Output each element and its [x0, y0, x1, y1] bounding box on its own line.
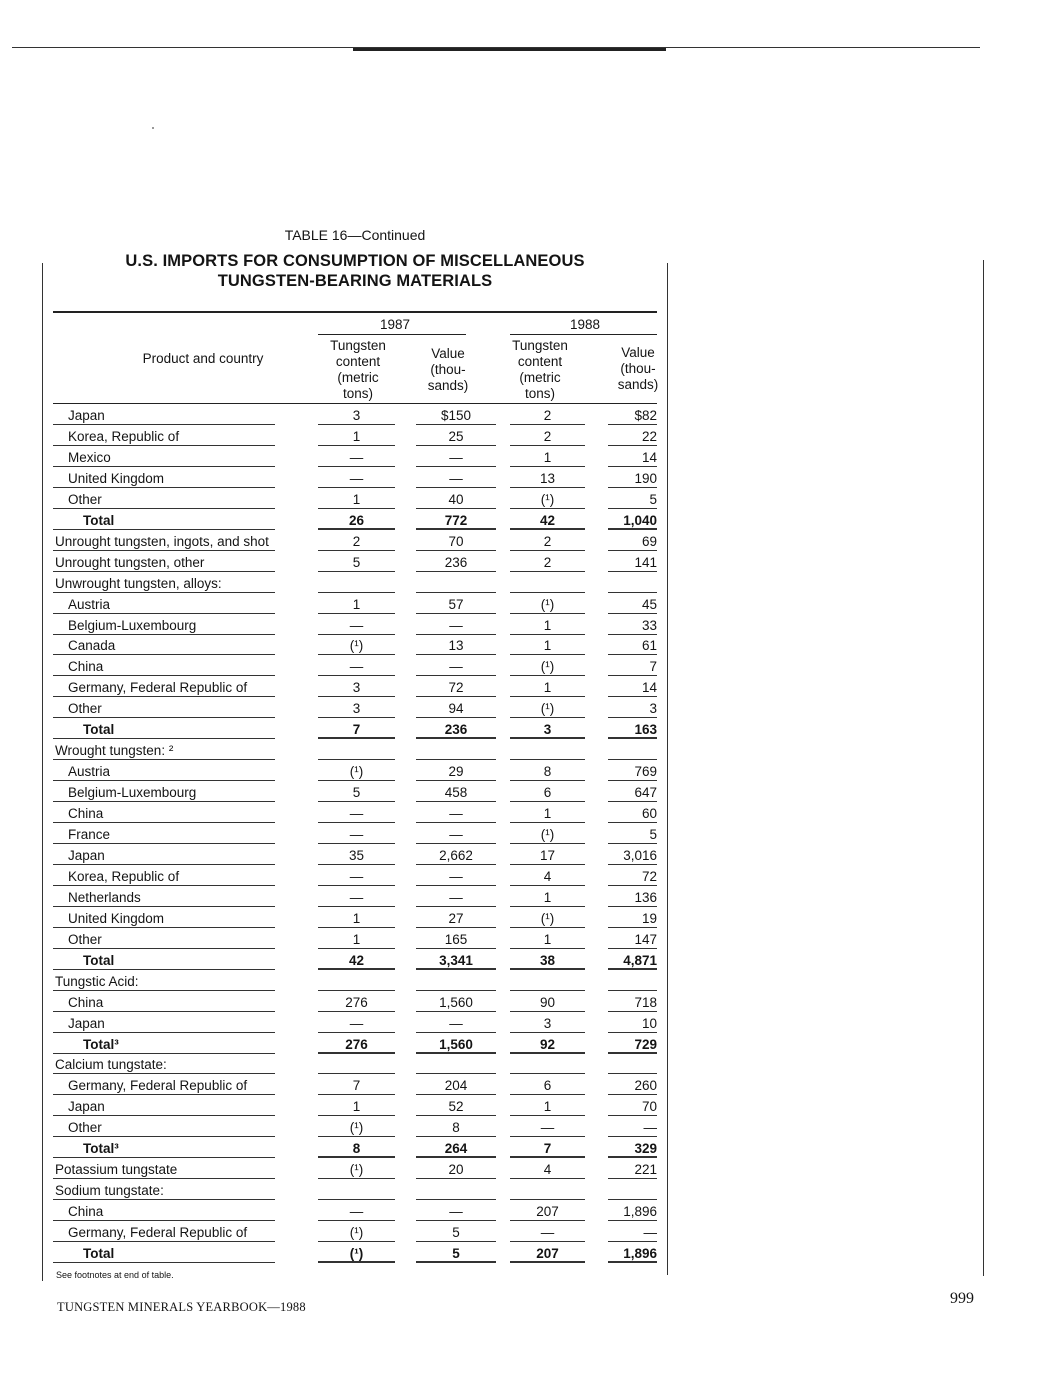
row-label: Potassium tungstate [55, 1162, 178, 1178]
cell-value-1987: 29 [416, 761, 496, 781]
cell-value-1988: 60 [608, 803, 657, 823]
cell-value-1988 [608, 1180, 657, 1200]
cell-value-1987: 2,662 [416, 845, 496, 865]
cell-value-1987: 772 [416, 510, 496, 530]
cell-tungsten-1987 [318, 740, 395, 760]
cell-value-1987 [416, 573, 496, 593]
cell-value-1988: — [608, 1222, 657, 1242]
cell-tungsten-1988: 4 [510, 1159, 585, 1179]
row-label: Other [68, 491, 102, 507]
cell-tungsten-1988: 17 [510, 845, 585, 865]
cell-tungsten-1987 [318, 1054, 395, 1074]
cell-tungsten-1987: 7 [318, 719, 395, 739]
cell-value-1988 [608, 971, 657, 991]
cell-tungsten-1987: 1 [318, 489, 395, 509]
table-row [53, 655, 659, 676]
cell-tungsten-1987: — [318, 1201, 395, 1221]
cell-value-1987: 13 [416, 635, 496, 655]
row-label: Austria [68, 596, 111, 612]
year-1988-rule [510, 334, 657, 335]
total-row [53, 509, 659, 530]
cell-value-1988: 3 [608, 698, 657, 718]
cell-value-1987: 20 [416, 1159, 496, 1179]
cell-tungsten-1988: (¹) [510, 594, 585, 614]
cell-tungsten-1987: (¹) [318, 761, 395, 781]
row-label: Japan [68, 1099, 105, 1115]
cell-value-1988: 14 [608, 447, 657, 467]
row-label: United Kingdom [68, 910, 165, 926]
table-row [53, 1200, 659, 1221]
total-row [53, 1242, 659, 1263]
footnote-reference: See footnotes at end of table. [56, 1270, 174, 1280]
cell-tungsten-1987: 7 [318, 1075, 395, 1095]
cell-tungsten-1988: 3 [510, 719, 585, 739]
table-row [53, 572, 659, 593]
table-row [53, 593, 659, 614]
cell-tungsten-1987: 5 [318, 552, 395, 572]
table-row [53, 1221, 659, 1242]
cell-tungsten-1988: 7 [510, 1138, 585, 1158]
table-row [53, 781, 659, 802]
cell-tungsten-1988: 1 [510, 803, 585, 823]
row-label: China [68, 806, 104, 822]
cell-value-1987 [416, 1054, 496, 1074]
cell-value-1987: 57 [416, 594, 496, 614]
cell-tungsten-1988: 1 [510, 1096, 585, 1116]
cell-value-1987 [416, 740, 496, 760]
cell-value-1987: — [416, 1201, 496, 1221]
cell-tungsten-1988: 4 [510, 866, 585, 886]
row-label: Unwrought tungsten, alloys: [55, 575, 222, 591]
cell-tungsten-1987: 276 [318, 992, 395, 1012]
cell-tungsten-1988: 3 [510, 1013, 585, 1033]
cell-value-1987: 27 [416, 908, 496, 928]
row-label: Mexico [68, 449, 111, 465]
cell-tungsten-1988: — [510, 1117, 585, 1137]
table-row [53, 425, 659, 446]
cell-tungsten-1987: 42 [318, 950, 395, 970]
cell-value-1987: 25 [416, 426, 496, 446]
table-row [53, 676, 659, 697]
header-tungsten-1988: Tungsten content (metric tons) [512, 338, 568, 401]
table-row [53, 823, 659, 844]
cell-value-1988: 1,896 [608, 1243, 657, 1263]
table-row [53, 970, 659, 991]
cell-tungsten-1987: (¹) [318, 1159, 395, 1179]
table-row [53, 886, 659, 907]
cell-value-1988: 329 [608, 1138, 657, 1158]
cell-tungsten-1988: 2 [510, 405, 585, 425]
cell-tungsten-1987: 1 [318, 426, 395, 446]
cell-tungsten-1988: 1 [510, 929, 585, 949]
cell-tungsten-1987: — [318, 447, 395, 467]
row-label: Unrought tungsten, other [55, 554, 205, 570]
row-label: Austria [68, 764, 111, 780]
cell-value-1987: 72 [416, 677, 496, 697]
cell-tungsten-1988: 90 [510, 992, 585, 1012]
cell-value-1987: 40 [416, 489, 496, 509]
cell-value-1987: 94 [416, 698, 496, 718]
cell-value-1987: 1,560 [416, 992, 496, 1012]
table-row [53, 928, 659, 949]
cell-value-1988: 45 [608, 594, 657, 614]
row-label: Japan [68, 408, 105, 423]
title-line-2: TUNGSTEN-BEARING MATERIALS [217, 272, 493, 290]
cell-value-1988: 19 [608, 908, 657, 928]
total-row [53, 1033, 659, 1054]
cell-value-1987: 236 [416, 719, 496, 739]
cell-value-1988: 70 [608, 1096, 657, 1116]
total-row [53, 1137, 659, 1158]
cell-value-1988: 4,871 [608, 950, 657, 970]
table-row [53, 1158, 659, 1179]
running-footer: TUNGSTEN MINERALS YEARBOOK—1988 [57, 1300, 306, 1314]
cell-tungsten-1988: 42 [510, 510, 585, 530]
row-label: Calcium tungstate: [55, 1057, 167, 1073]
cell-value-1987: — [416, 656, 496, 676]
cell-value-1987: — [416, 803, 496, 823]
cell-tungsten-1987: — [318, 866, 395, 886]
cell-tungsten-1987 [318, 971, 395, 991]
cell-tungsten-1987: 8 [318, 1138, 395, 1158]
cell-value-1987: — [416, 468, 496, 488]
cell-tungsten-1987: 35 [318, 845, 395, 865]
row-label: Total [83, 1246, 115, 1261]
cell-tungsten-1987: 3 [318, 698, 395, 718]
cell-tungsten-1988: (¹) [510, 656, 585, 676]
left-margin-line [42, 263, 43, 1281]
page-number: 999 [950, 1290, 974, 1307]
cell-tungsten-1987 [318, 573, 395, 593]
cell-value-1988: 33 [608, 615, 657, 635]
cell-tungsten-1988 [510, 740, 585, 760]
cell-tungsten-1987: 1 [318, 908, 395, 928]
header-value-1988: Value (thou- sands) [617, 345, 659, 392]
cell-value-1988: $82 [608, 405, 657, 425]
cell-tungsten-1988: 1 [510, 447, 585, 467]
table-row [53, 1074, 659, 1095]
row-label: Total³ [83, 1036, 119, 1052]
year-1987: 1987 [379, 317, 411, 332]
cell-tungsten-1988 [510, 573, 585, 593]
row-label: Canada [68, 638, 116, 654]
header-tungsten-1987: Tungsten content (metric tons) [330, 338, 386, 401]
cell-value-1987: — [416, 824, 496, 844]
cell-tungsten-1988: 8 [510, 761, 585, 781]
row-label: Belgium-Luxembourg [68, 785, 197, 801]
cell-value-1987: 70 [416, 531, 496, 551]
cell-value-1988: 647 [608, 782, 657, 802]
table-row [53, 802, 659, 823]
cell-tungsten-1988: 6 [510, 782, 585, 802]
table-top-rule [53, 311, 657, 313]
table-title [55, 251, 655, 291]
cell-tungsten-1987: 3 [318, 405, 395, 425]
cell-tungsten-1988: (¹) [510, 698, 585, 718]
cell-tungsten-1987: 276 [318, 1034, 395, 1054]
cell-value-1988: 5 [608, 489, 657, 509]
cell-tungsten-1987: 5 [318, 782, 395, 802]
cell-tungsten-1987: 26 [318, 510, 395, 530]
row-label: Netherlands [68, 889, 141, 905]
row-label: Other [68, 1120, 102, 1136]
table-row [53, 634, 659, 655]
cell-value-1987: 8 [416, 1117, 496, 1137]
cell-value-1987: — [416, 887, 496, 907]
cell-value-1988: 147 [608, 929, 657, 949]
cell-tungsten-1988: (¹) [510, 824, 585, 844]
cell-value-1987: 458 [416, 782, 496, 802]
table-row [53, 404, 659, 425]
cell-value-1988: 7 [608, 656, 657, 676]
cell-value-1988: 769 [608, 761, 657, 781]
cell-tungsten-1987: 1 [318, 1096, 395, 1116]
table-row [53, 907, 659, 928]
table-row [53, 739, 659, 760]
table-row [53, 991, 659, 1012]
table-row [53, 614, 659, 635]
row-label: Total [83, 952, 115, 968]
cell-value-1987: 264 [416, 1138, 496, 1158]
cell-value-1988: 260 [608, 1075, 657, 1095]
cell-tungsten-1987: — [318, 1013, 395, 1033]
cell-value-1988: 10 [608, 1013, 657, 1033]
cell-value-1988: 141 [608, 552, 657, 572]
year-1988: 1988 [569, 317, 601, 332]
cell-value-1987: 5 [416, 1222, 496, 1242]
table-row [53, 467, 659, 488]
cell-value-1988: 221 [608, 1159, 657, 1179]
row-label: Wrought tungsten: ² [55, 743, 174, 759]
cell-tungsten-1987: — [318, 468, 395, 488]
cell-tungsten-1988: 207 [510, 1243, 585, 1263]
table-row [53, 446, 659, 467]
cell-value-1987: 204 [416, 1075, 496, 1095]
cell-tungsten-1988: 1 [510, 615, 585, 635]
cell-tungsten-1987: — [318, 803, 395, 823]
cell-tungsten-1988 [510, 1054, 585, 1074]
title-line-1: U.S. IMPORTS FOR CONSUMPTION OF MISCELLANEOUS [125, 252, 585, 270]
cell-value-1987: — [416, 1013, 496, 1033]
cell-tungsten-1988: 2 [510, 531, 585, 551]
year-1987-rule [318, 334, 466, 335]
table-row [53, 530, 659, 551]
row-label: Germany, Federal Republic of [68, 1225, 248, 1241]
row-label: Other [68, 931, 102, 947]
cell-value-1987: 5 [416, 1243, 496, 1263]
cell-tungsten-1987 [318, 1180, 395, 1200]
cell-tungsten-1988: 38 [510, 950, 585, 970]
cell-tungsten-1988: 1 [510, 887, 585, 907]
cell-tungsten-1988: 207 [510, 1201, 585, 1221]
cell-tungsten-1988: — [510, 1222, 585, 1242]
cell-value-1988: 69 [608, 531, 657, 551]
table-row [53, 1053, 659, 1074]
table-row [53, 865, 659, 886]
cell-tungsten-1988: 2 [510, 426, 585, 446]
cell-value-1988: 163 [608, 719, 657, 739]
cell-value-1988 [608, 573, 657, 593]
cell-tungsten-1988: 6 [510, 1075, 585, 1095]
cell-tungsten-1988: (¹) [510, 908, 585, 928]
cell-tungsten-1987: — [318, 615, 395, 635]
cell-value-1987: 1,560 [416, 1034, 496, 1054]
table-caption: TABLE 16—Continued [284, 227, 426, 243]
row-label: Belgium-Luxembourg [68, 617, 197, 633]
cell-tungsten-1988: 13 [510, 468, 585, 488]
cell-value-1988: — [608, 1117, 657, 1137]
cell-value-1988: 72 [608, 866, 657, 886]
cell-tungsten-1987: (¹) [318, 635, 395, 655]
cell-tungsten-1987: — [318, 656, 395, 676]
cell-value-1988: 729 [608, 1034, 657, 1054]
total-row [53, 949, 659, 970]
total-row [53, 718, 659, 739]
row-label: United Kingdom [68, 470, 165, 486]
cell-tungsten-1988: (¹) [510, 489, 585, 509]
cell-tungsten-1988 [510, 971, 585, 991]
cell-tungsten-1987: 2 [318, 531, 395, 551]
cell-tungsten-1987: 1 [318, 929, 395, 949]
cell-tungsten-1987: — [318, 824, 395, 844]
cell-tungsten-1987: (¹) [318, 1243, 395, 1263]
table-row [53, 1116, 659, 1137]
cell-tungsten-1988: 1 [510, 677, 585, 697]
row-label: Germany, Federal Republic of [68, 680, 248, 696]
cell-value-1988: 1,040 [608, 510, 657, 530]
cell-tungsten-1987: 3 [318, 677, 395, 697]
cell-value-1987: — [416, 615, 496, 635]
table-row [53, 1012, 659, 1033]
cell-value-1987: 52 [416, 1096, 496, 1116]
row-label: Total [83, 512, 115, 528]
top-thick-rule [353, 48, 666, 51]
cell-value-1988: 1,896 [608, 1201, 657, 1221]
row-label: Unrought tungsten, ingots, and shot [55, 533, 269, 549]
cell-tungsten-1987: (¹) [318, 1117, 395, 1137]
cell-value-1988: 14 [608, 677, 657, 697]
right-margin-line [983, 260, 984, 1276]
table-row [53, 488, 659, 509]
table-row [53, 551, 659, 572]
cell-value-1987: 3,341 [416, 950, 496, 970]
cell-value-1987: — [416, 866, 496, 886]
row-label: Sodium tungstate: [55, 1183, 164, 1199]
row-label: China [68, 994, 104, 1010]
cell-value-1988: 718 [608, 992, 657, 1012]
cell-tungsten-1988: 2 [510, 552, 585, 572]
cell-value-1988: 5 [608, 824, 657, 844]
row-label: Total³ [83, 1141, 119, 1157]
cell-tungsten-1987: 1 [318, 594, 395, 614]
row-label: Japan [68, 847, 105, 863]
cell-value-1987: — [416, 447, 496, 467]
table-row [53, 760, 659, 781]
cell-value-1987: 236 [416, 552, 496, 572]
cell-tungsten-1988: 1 [510, 635, 585, 655]
row-label: China [68, 1204, 104, 1220]
row-label: China [68, 659, 104, 675]
cell-value-1988 [608, 740, 657, 760]
speck [152, 127, 154, 129]
column-divider-line [667, 263, 668, 1275]
row-label: Korea, Republic of [68, 868, 180, 884]
row-label: Japan [68, 1015, 105, 1031]
row-label: Germany, Federal Republic of [68, 1078, 248, 1094]
row-label: Other [68, 701, 102, 717]
cell-value-1987 [416, 1180, 496, 1200]
header-value-1987: Value (thou- sands) [427, 346, 469, 393]
cell-value-1987: $150 [416, 405, 496, 425]
cell-value-1987 [416, 971, 496, 991]
table-row [53, 697, 659, 718]
row-label: Tungstic Acid: [55, 973, 139, 989]
table-row [53, 1179, 659, 1200]
cell-tungsten-1987: (¹) [318, 1222, 395, 1242]
row-label: Total [83, 722, 115, 738]
cell-value-1988: 3,016 [608, 845, 657, 865]
cell-value-1987: 165 [416, 929, 496, 949]
table-row [53, 1095, 659, 1116]
cell-value-1988: 190 [608, 468, 657, 488]
cell-tungsten-1988: 92 [510, 1034, 585, 1054]
cell-value-1988: 61 [608, 635, 657, 655]
row-label: France [68, 827, 111, 842]
cell-value-1988: 136 [608, 887, 657, 907]
cell-tungsten-1987: — [318, 887, 395, 907]
row-label: Korea, Republic of [68, 428, 180, 444]
header-product-country: Product and country [142, 351, 264, 366]
table-row [53, 844, 659, 865]
cell-tungsten-1988 [510, 1180, 585, 1200]
cell-value-1988: 22 [608, 426, 657, 446]
cell-value-1988 [608, 1054, 657, 1074]
